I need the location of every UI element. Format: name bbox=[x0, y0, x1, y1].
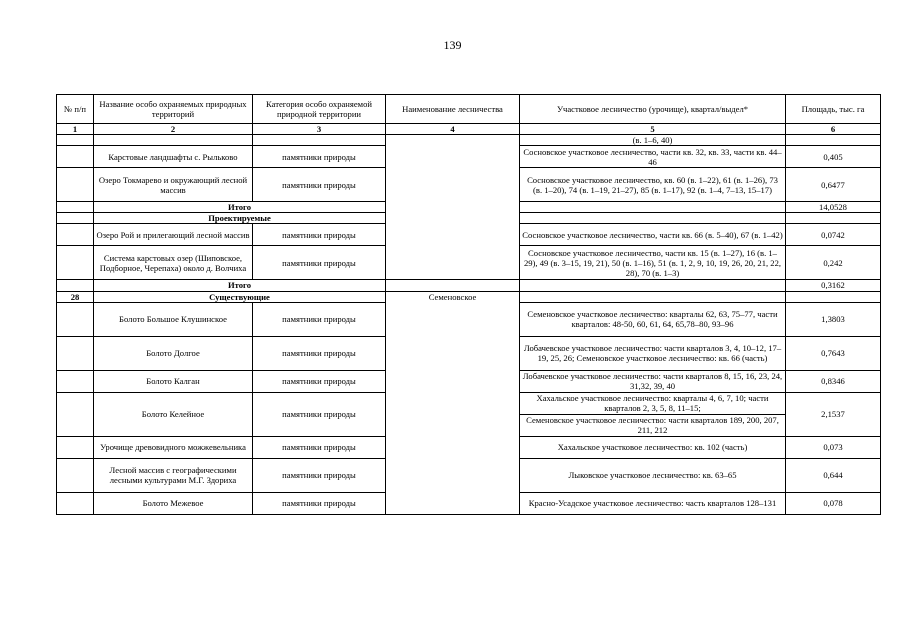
header-forestry: Наименование лесничества bbox=[386, 95, 520, 124]
cell-quarters: (в. 1–6, 40) bbox=[520, 135, 786, 146]
header-name: Название особо охраняемых природных территорий bbox=[94, 95, 253, 124]
cell-area bbox=[786, 291, 881, 302]
column-numbers-row bbox=[57, 124, 881, 135]
header-number: № п/п bbox=[57, 95, 94, 124]
cell-area: 0,405 bbox=[786, 146, 881, 168]
cell-number bbox=[57, 458, 94, 492]
cell-name: Лесной массив с географическими лесными культурами М.Г. Здориха bbox=[94, 458, 253, 492]
subtotal-area: 0,3162 bbox=[786, 280, 881, 291]
header-area: Площадь, тыс. га bbox=[786, 95, 881, 124]
header-category: Категория особо охраняемой природной территории bbox=[253, 95, 386, 124]
cell-number bbox=[57, 146, 94, 168]
cell-number: 28 bbox=[57, 291, 94, 302]
page-number: 139 bbox=[443, 38, 462, 52]
table-row bbox=[57, 135, 881, 146]
cell-quarters: Сосновское участковое лесничество, части кв. 32, кв. 33, части кв. 44–46 bbox=[520, 146, 786, 168]
cell-area bbox=[786, 135, 881, 146]
cell-number bbox=[57, 280, 94, 291]
cell-quarters: Хахальское участковое лесничество: кв. 102 (часть) bbox=[520, 436, 786, 458]
cell-quarters: Хахальское участковое лесничество: кварталы 4, 6, 7, 10; части кварталов 2, 3, 5, 8, 11–15; bbox=[520, 392, 786, 414]
cell-category: памятники природы bbox=[253, 436, 386, 458]
cell-area: 1,3803 bbox=[786, 302, 881, 336]
cell-name: Болото Калган bbox=[94, 370, 253, 392]
cell-category: памятники природы bbox=[253, 146, 386, 168]
section-row bbox=[57, 291, 881, 302]
cell-quarters: Красно-Усадское участковое лесничество: часть кварталов 128–131 bbox=[520, 492, 786, 514]
cell-number bbox=[57, 302, 94, 336]
column-number: 5 bbox=[520, 124, 786, 135]
cell-area: 0,7643 bbox=[786, 336, 881, 370]
column-number: 6 bbox=[786, 124, 881, 135]
cell-quarters bbox=[520, 291, 786, 302]
cell-number bbox=[57, 224, 94, 246]
cell-quarters bbox=[520, 280, 786, 291]
cell-number bbox=[57, 336, 94, 370]
subtotal-label: Итого bbox=[94, 202, 386, 213]
cell-name: Болото Большое Клушинское bbox=[94, 302, 253, 336]
cell-name bbox=[94, 135, 253, 146]
table-header-row bbox=[57, 95, 881, 124]
column-number: 3 bbox=[253, 124, 386, 135]
cell-area: 0,644 bbox=[786, 458, 881, 492]
cell-name: Система карстовых озер (Шиповское, Подборное, Черепаха) около д. Волчиха bbox=[94, 246, 253, 280]
cell-quarters bbox=[520, 213, 786, 224]
cell-category: памятники природы bbox=[253, 168, 386, 202]
cell-name: Озеро Рой и прилегающий лесной массив bbox=[94, 224, 253, 246]
cell-category bbox=[253, 135, 386, 146]
cell-quarters: Лобачевское участковое лесничество: части кварталов 8, 15, 16, 23, 24, 31,32, 39, 40 bbox=[520, 370, 786, 392]
protected-areas-table bbox=[56, 94, 881, 515]
cell-forestry bbox=[386, 135, 520, 280]
section-label: Существующие bbox=[94, 291, 386, 302]
column-number: 1 bbox=[57, 124, 94, 135]
subtotal-area: 14,0528 bbox=[786, 202, 881, 213]
cell-number bbox=[57, 213, 94, 224]
cell-area: 0,0742 bbox=[786, 224, 881, 246]
cell-name: Болото Межевое bbox=[94, 492, 253, 514]
cell-area: 2,1537 bbox=[786, 392, 881, 436]
column-number: 4 bbox=[386, 124, 520, 135]
cell-number bbox=[57, 246, 94, 280]
cell-name: Болото Келейное bbox=[94, 392, 253, 436]
cell-category: памятники природы bbox=[253, 246, 386, 280]
cell-category: памятники природы bbox=[253, 370, 386, 392]
cell-area: 0,078 bbox=[786, 492, 881, 514]
cell-number bbox=[57, 168, 94, 202]
cell-category: памятники природы bbox=[253, 458, 386, 492]
cell-area: 0,073 bbox=[786, 436, 881, 458]
subtotal-label: Итого bbox=[94, 280, 386, 291]
cell-quarters: Лобачевское участковое лесничество: части кварталов 3, 4, 10–12, 17–19, 25, 26; Семеновское участковое лесничество: кв. 66 (часть) bbox=[520, 336, 786, 370]
cell-category: памятники природы bbox=[253, 392, 386, 436]
cell-name: Урочище древовидного можжевельника bbox=[94, 436, 253, 458]
cell-number bbox=[57, 492, 94, 514]
cell-area: 0,242 bbox=[786, 246, 881, 280]
cell-category: памятники природы bbox=[253, 336, 386, 370]
cell-forestry: Семеновское bbox=[386, 291, 520, 514]
cell-forestry bbox=[386, 280, 520, 291]
cell-number bbox=[57, 202, 94, 213]
cell-area bbox=[786, 213, 881, 224]
cell-quarters: Семеновское участковое лесничество: кварталы 62, 63, 75–77, части кварталов: 48-50, 60, 61, 64, 65,78–80, 93–96 bbox=[520, 302, 786, 336]
cell-category: памятники природы bbox=[253, 224, 386, 246]
cell-number bbox=[57, 135, 94, 146]
cell-number bbox=[57, 392, 94, 436]
cell-quarters bbox=[520, 202, 786, 213]
cell-number bbox=[57, 436, 94, 458]
column-number: 2 bbox=[94, 124, 253, 135]
cell-quarters: Сосновское участковое лесничество, части кв. 15 (в. 1–27), 16 (в. 1–29), 49 (в. 3–15, 19, 21), 50 (в. 1–16), 51 (в. 1, 2, 9, 10, 19, 26, 20, 21, 22, 28), 70 (в. 1–3) bbox=[520, 246, 786, 280]
cell-area: 0,6477 bbox=[786, 168, 881, 202]
cell-quarters: Лыковское участковое лесничество: кв. 63–65 bbox=[520, 458, 786, 492]
subtotal-row bbox=[57, 280, 881, 291]
header-quarters: Участковое лесничество (урочище), квартал/выдел* bbox=[520, 95, 786, 124]
cell-name: Озеро Токмарево и окружающий лесной массив bbox=[94, 168, 253, 202]
section-label: Проектируемые bbox=[94, 213, 386, 224]
cell-quarters: Семеновское участковое лесничество: части кварталов 189, 200, 207, 211, 212 bbox=[520, 414, 786, 436]
cell-name: Болото Долгое bbox=[94, 336, 253, 370]
cell-quarters: Сосновское участковое лесничество, кв. 60 (в. 1–22), 61 (в. 1–26), 73 (в. 1–20), 74 (в. 1–19, 21–27), 85 (в. 1–17), 92 (в. 1–4, 7–13, 15–17) bbox=[520, 168, 786, 202]
cell-quarters: Сосновское участковое лесничество, части кв. 66 (в. 5–40), 67 (в. 1–42) bbox=[520, 224, 786, 246]
cell-name: Карстовые ландшафты с. Рыльково bbox=[94, 146, 253, 168]
cell-category: памятники природы bbox=[253, 492, 386, 514]
cell-number bbox=[57, 370, 94, 392]
cell-area: 0,8346 bbox=[786, 370, 881, 392]
cell-category: памятники природы bbox=[253, 302, 386, 336]
